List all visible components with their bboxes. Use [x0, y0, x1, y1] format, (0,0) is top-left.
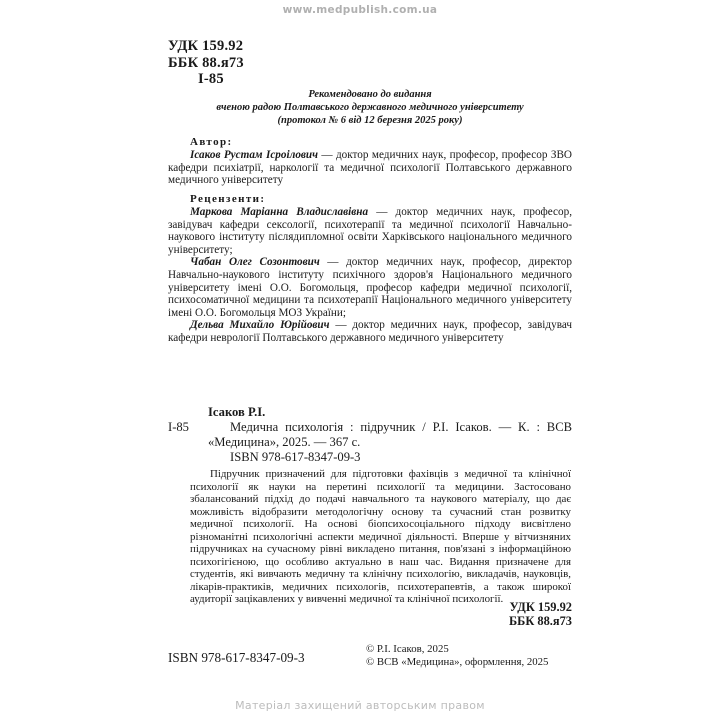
copyright-line-author: © Р.І. Ісаков, 2025 [366, 643, 449, 655]
bibliographic-record [168, 405, 572, 465]
reviewer-name: Дельва Михайло Юрійович [190, 319, 330, 332]
page-footer [168, 643, 572, 677]
biblio-author: Ісаков Р.І. [208, 405, 266, 419]
reviewers-heading: Рецензенти: [190, 193, 266, 205]
recommendation-block [168, 88, 572, 128]
shelf-code-top: І-85 [198, 71, 224, 87]
reviewers-section [168, 193, 572, 345]
reviewer-name: Чабан Олег Созонтович [190, 256, 320, 269]
annotation-text: Підручник призначений для підготовки фахівців з медичної та клінічної психології як науки на перетині психології та медицини. Застосовано збалансований підхід до подачі навчального та наукового матеріалу, що дає можливість відобразити методологічну основу та сучасний стан розвитку медичної психології. На основі біопсихосоціального підходу висвітлено різноманітні психологічні аспекти медичної діяльності. Вперше у вітчизняних підручниках на сучасному рівні викладено питання, пов'язані з інформаційною психогігієною, що особливо актуально в наш час. Видання призначене для студентів, які вивчають медичну та клінічну психологію, викладачів, науковців, лікарів-практиків, медичних психологів, психотерапевтів, а також широкої аудиторії зацікавлених у вивченні медичної та клінічної психології. [190, 468, 571, 606]
reviewer-entry [168, 319, 572, 344]
copyright-block [366, 643, 548, 669]
udc-code-bottom: УДК 159.92 [509, 600, 572, 614]
biblio-isbn: ISBN 978-617-8347-09-3 [230, 450, 361, 464]
classification-bottom-block [168, 600, 572, 628]
bbk-code-top: ББК 88.я73 [168, 54, 244, 71]
udc-code-top: УДК 159.92 [168, 38, 244, 54]
reviewer-entry [168, 206, 572, 256]
copyright-line-publisher: © ВСВ «Медицина», оформлення, 2025 [366, 656, 549, 669]
recommendation-line-2: вченою радою Полтавського державного медичного університету [216, 102, 524, 114]
bbk-code-bottom: ББК 88.я73 [508, 614, 572, 628]
author-heading: Автор: [190, 136, 233, 148]
footer-isbn: ISBN 978-617-8347-09-3 [168, 650, 305, 665]
recommendation-line-1: Рекомендовано до видання [308, 89, 432, 100]
author-entry [168, 149, 572, 187]
author-name: Ісаков Рустам Ісроілович [190, 149, 319, 161]
reviewer-name: Маркова Маріанна Владиславівна [190, 206, 369, 218]
biblio-description: Медична психологія : підручник / Р.І. Ісаков. — К. : ВСВ «Медицина», 2025. — 367 с. [208, 420, 572, 449]
watermark-site-url: www.medpublish.com.ua [282, 4, 438, 16]
author-section [168, 136, 572, 187]
biblio-body [168, 420, 572, 450]
reviewer-description: — доктор медичних наук, професор, завідувач кафедри неврології Полтавського державного медичного університету [168, 319, 572, 344]
recommendation-line-3: (протокол № 6 від 12 березня 2025 року) [277, 115, 463, 127]
reviewer-description: — доктор медичних наук, професор, директор Навчально-наукового інституту психічного здоров'я Національного медичного університету імені О.О. Богомольця, професор кафедри медичної психології, психосоматичної медицини та психотерапії Національного медичного університету імені О.О. Богомольця МОЗ України; [168, 256, 572, 319]
biblio-index-code: І-85 [168, 420, 189, 434]
watermark-copyright-notice: Матеріал захищений авторським правом [235, 699, 485, 712]
reviewer-entry [168, 256, 572, 319]
reviewer-description: — доктор медичних наук, професор, завідувач кафедри сексології, психотерапії та медичної психології Навчально-наукового інституту післядипломної освіти Харківського національного медичного університету; [168, 206, 572, 256]
author-description: — доктор медичних наук, професор, професор ЗВО кафедри психіатрії, наркології та медичної психології Полтавського державного медичного університету [168, 149, 572, 187]
classification-top-block [168, 38, 244, 88]
